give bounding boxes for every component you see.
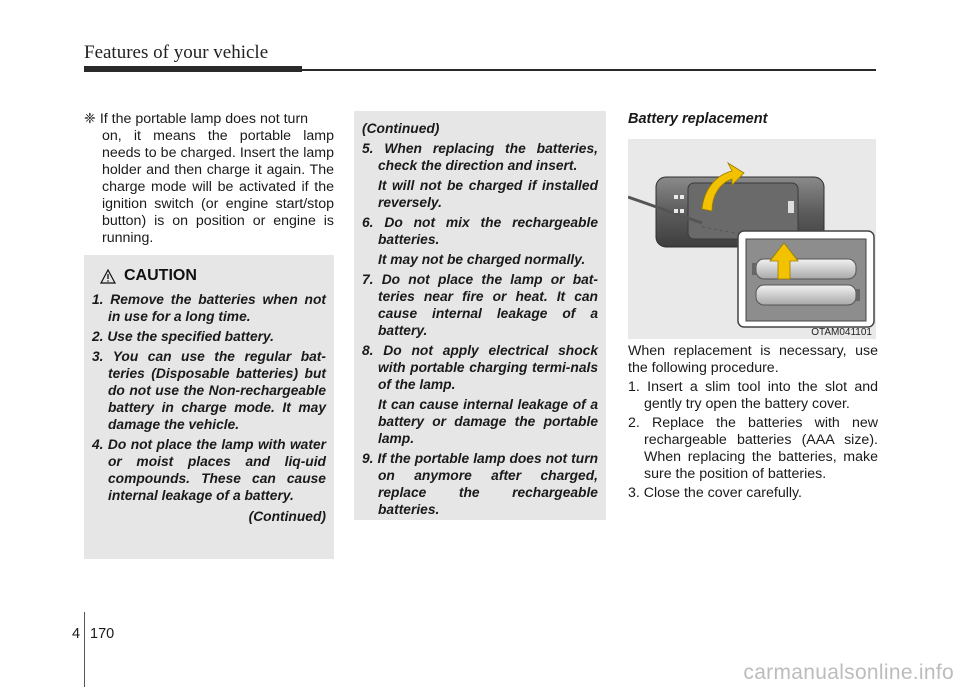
watermark-text: carmanualsonline.info — [743, 661, 954, 684]
caution-item-9: 9. If the portable lamp does not turn on anymore after charged, replace the rechargeable batteries. — [362, 451, 598, 517]
caution-item-3: 3. You can use the regular bat-teries (Disposable batteries) but do not use the Non-rechargeable battery in charge mode. It may damage the vehicle. — [92, 349, 326, 432]
note-first-text: If the portable lamp does not turn — [99, 111, 309, 127]
procedure-step-2: 2. Replace the batteries with new rechargeable batteries (AAA size). When replacing the batteries, make sure the position of batteries. — [628, 415, 878, 482]
note-bullet-icon: ❈ — [84, 111, 96, 127]
continued-items — [362, 120, 598, 521]
note-body-text: on, it means the portable lamp needs to be charged. Insert the lamp holder and then charge it again. The charge mode will be activated if the ignition switch (or engine start/stop button) is on position or engine is running. — [102, 128, 334, 246]
figure-code-label: OTAM041101 — [811, 327, 872, 338]
footer-rule — [84, 612, 85, 687]
note-first-line — [84, 111, 334, 128]
chapter-number: 4 — [72, 626, 81, 642]
page-header-title: Features of your vehicle — [84, 42, 269, 63]
header-rule-thin — [302, 69, 876, 71]
page-number: 170 — [90, 626, 115, 642]
procedure-step-3: 3. Close the cover carefully. — [628, 485, 803, 501]
lamp-battery-illustration — [628, 139, 876, 339]
procedure-intro: When replacement is necessary, use the following procedure. — [628, 343, 878, 376]
warning-triangle-icon — [100, 269, 116, 284]
caution-item-6-note: It may not be charged normally. — [378, 252, 586, 267]
procedure-step-1: 1. Insert a slim tool into the slot and gently try open the battery cover. — [628, 379, 878, 412]
caution-box — [84, 255, 334, 559]
caution-item-8-note: It can cause internal leakage of a battery or damage the portable lamp. — [378, 397, 598, 446]
battery-replacement-figure — [628, 139, 876, 339]
caution-title: CAUTION — [124, 267, 197, 284]
caution-continued-box — [354, 111, 606, 520]
caution-item-4: 4. Do not place the lamp with water or moist places and liq-uid compounds. These can cause internal leakage of a battery. — [92, 437, 326, 503]
battery-replacement-heading: Battery replacement — [628, 111, 768, 127]
caution-item-8: 8. Do not apply electrical shock with portable charging termi-nals of the lamp. — [362, 343, 598, 392]
caution-item-6: 6. Do not mix the rechargeable batteries. — [362, 215, 598, 247]
caution-item-2: 2. Use the specified battery. — [92, 329, 274, 344]
caution-item-5-note: It will not be charged if installed reversely. — [378, 178, 598, 210]
continued-top-label: (Continued) — [362, 121, 440, 136]
battery-procedure-text — [628, 343, 878, 504]
caution-header — [100, 261, 197, 291]
header-rule-thick — [84, 66, 302, 72]
caution-item-7: 7. Do not place the lamp or bat-teries near fire or heat. It can cause internal leakage of a battery. — [362, 272, 598, 338]
caution-item-1: 1. Remove the batteries when not in use for a long time. — [92, 292, 326, 324]
portable-lamp-note — [84, 111, 334, 247]
caution-continued-label: (Continued) — [248, 509, 326, 524]
caution-items — [92, 291, 326, 525]
caution-item-5: 5. When replacing the batteries, check the direction and insert. — [362, 141, 598, 173]
